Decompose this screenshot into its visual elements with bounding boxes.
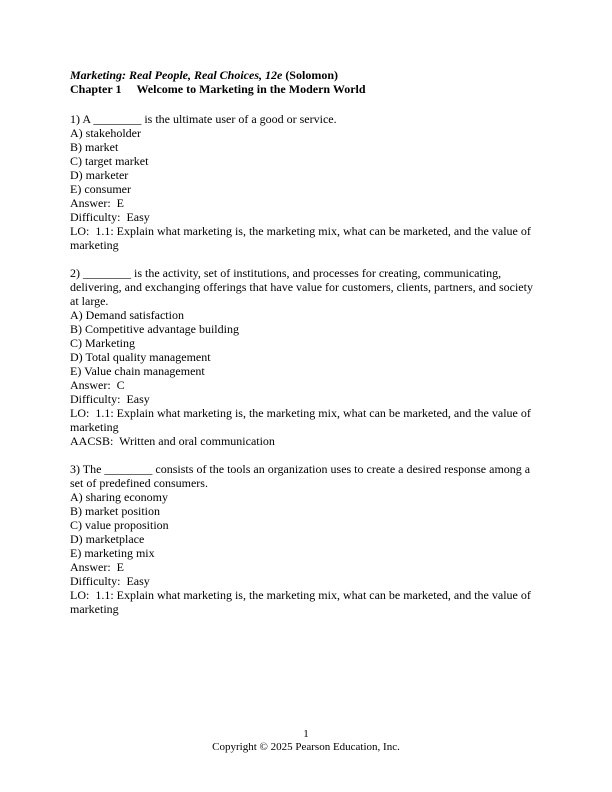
- question-stem: 2) ________ is the activity, set of institutions, and processes for creating, communicating, delivering, and exchanging offerings that have value for customers, clients, partners, and society at large.: [70, 266, 536, 308]
- chapter-title: Welcome to Marketing in the Modern World: [136, 82, 366, 96]
- meta-answer: Answer: C: [70, 378, 125, 392]
- book-title: Marketing: Real People, Real Choices, 12e: [70, 68, 283, 82]
- choice-a: A) stakeholder: [70, 126, 141, 140]
- copyright-line: Copyright © 2025 Pearson Education, Inc.: [212, 741, 400, 753]
- choice-a: A) sharing economy: [70, 490, 168, 504]
- choice-b: B) Competitive advantage building: [70, 322, 239, 336]
- questions-list: [70, 112, 542, 616]
- choice-d: D) marketplace: [70, 532, 145, 546]
- choice-c: C) Marketing: [70, 336, 135, 350]
- question-block-1: [70, 112, 542, 252]
- meta-difficulty: Difficulty: Easy: [70, 392, 150, 406]
- choice-c: C) value proposition: [70, 518, 169, 532]
- page-number: 1: [303, 728, 309, 740]
- meta-aacsb: AACSB: Written and oral communication: [70, 434, 275, 448]
- chapter-label: Chapter 1: [70, 82, 122, 96]
- book-title-line: [70, 68, 542, 82]
- choice-b: B) market position: [70, 504, 160, 518]
- document-footer: [0, 728, 612, 754]
- document-header: [70, 68, 542, 96]
- question-stem: 3) The ________ consists of the tools an organization uses to create a desired response among a set of predefined consumers.: [70, 462, 534, 490]
- meta-lo: LO: 1.1: Explain what marketing is, the marketing mix, what can be marketed, and the value of marketing: [70, 406, 534, 434]
- chapter-line: [70, 82, 542, 96]
- question-block-3: [70, 462, 542, 616]
- choice-e: E) consumer: [70, 182, 131, 196]
- meta-lo: LO: 1.1: Explain what marketing is, the marketing mix, what can be marketed, and the value of marketing: [70, 588, 534, 616]
- choice-b: B) market: [70, 140, 119, 154]
- choice-d: D) Total quality management: [70, 350, 211, 364]
- choice-a: A) Demand satisfaction: [70, 308, 184, 322]
- meta-difficulty: Difficulty: Easy: [70, 574, 150, 588]
- choice-e: E) marketing mix: [70, 546, 155, 560]
- meta-answer: Answer: E: [70, 196, 124, 210]
- meta-lo: LO: 1.1: Explain what marketing is, the marketing mix, what can be marketed, and the value of marketing: [70, 224, 534, 252]
- choice-c: C) target market: [70, 154, 149, 168]
- choice-d: D) marketer: [70, 168, 129, 182]
- meta-answer: Answer: E: [70, 560, 124, 574]
- meta-difficulty: Difficulty: Easy: [70, 210, 150, 224]
- book-author: (Solomon): [285, 68, 338, 82]
- question-block-2: [70, 266, 542, 448]
- choice-e: E) Value chain management: [70, 364, 205, 378]
- question-stem: 1) A ________ is the ultimate user of a good or service.: [70, 112, 337, 126]
